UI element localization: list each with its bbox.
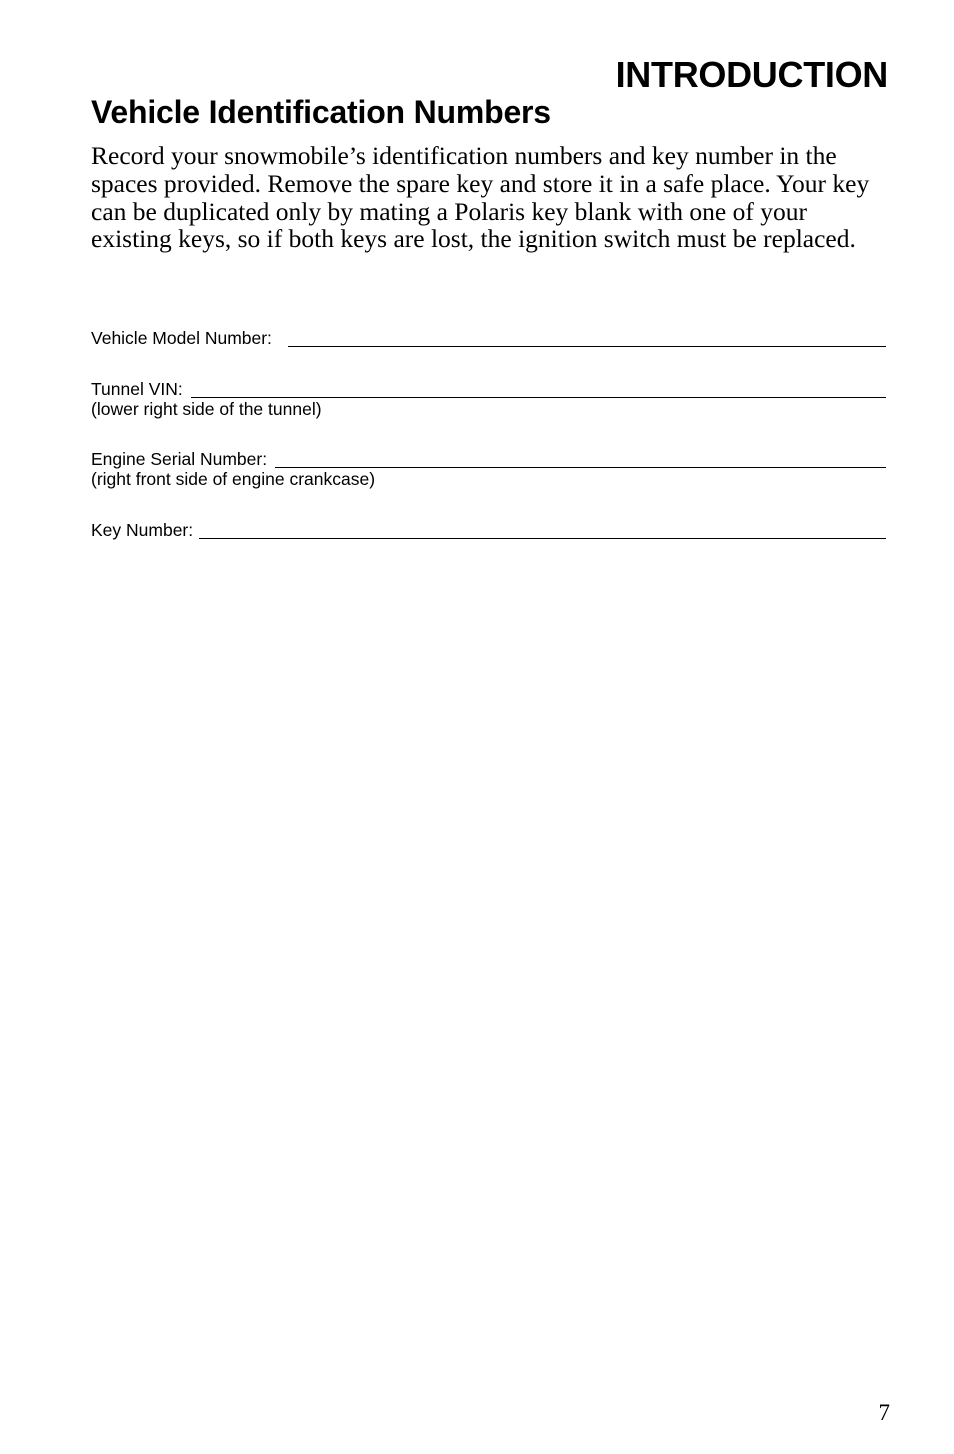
engine-serial-number-label: Engine Serial Number: [91,449,268,469]
engine-serial-number-hint: (right front side of engine crankcase) [91,469,376,489]
vehicle-model-number-label: Vehicle Model Number: [91,328,272,348]
tunnel-vin-label: Tunnel VIN: [91,379,183,399]
vehicle-model-number-field [91,326,886,348]
intro-paragraph: Record your snowmobile’s identification numbers and key number in the spaces provided. Remove the spare key and store it in a safe place. Your key can be duplicated only by mating a Polaris key blank with one of your existing keys, so if both keys are lost, the ignition switch must be replaced. [91,141,870,254]
tunnel-vin-blank-line [191,397,886,398]
tunnel-vin-field [91,377,886,419]
page-number: 7 [878,1400,890,1425]
vehicle-model-number-blank-line [288,346,886,347]
engine-serial-number-blank-line [275,467,886,468]
engine-serial-number-field [91,447,886,489]
page-title: Vehicle Identification Numbers [91,94,551,130]
key-number-field [91,518,886,540]
key-number-blank-line [199,538,886,539]
section-header: INTRODUCTION [615,54,888,95]
key-number-label: Key Number: [91,520,194,540]
tunnel-vin-hint: (lower right side of the tunnel) [91,399,322,419]
